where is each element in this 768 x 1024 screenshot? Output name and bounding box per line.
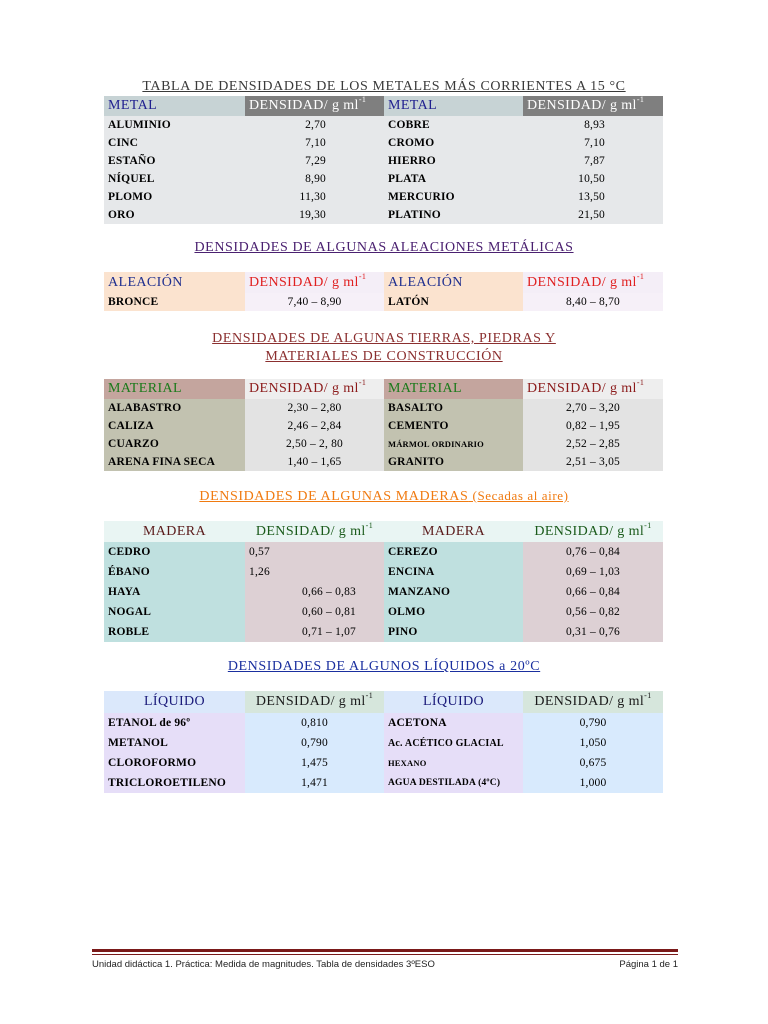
metals-density-table: [104, 96, 663, 224]
metal-header-2: METAL: [384, 96, 523, 116]
table-row: ARENA FINA SECA 1,40 – 1,65 GRANITO 2,51 – 3,05: [104, 453, 663, 471]
table-row: CLOROFORMO 1,475 HEXANO 0,675: [104, 753, 663, 773]
table-row: ALUMINIO 2,70 COBRE 8,93: [104, 116, 663, 134]
footer-divider: [92, 949, 678, 952]
footer-text: Unidad didáctica 1. Práctica: Medida de magnitudes. Tabla de densidades 3ºESO: [92, 959, 435, 970]
table-row: NOGAL 0,60 – 0,81 OLMO 0,56 – 0,82: [104, 602, 663, 622]
table-row: HAYA 0,66 – 0,83 MANZANO 0,66 – 0,84: [104, 582, 663, 602]
table-row: CINC 7,10 CROMO 7,10: [104, 134, 663, 152]
density-header-2: DENSIDAD/ g $ml^{-1}$: [523, 691, 663, 713]
table-row: ETANOL de 96º 0,810 ACETONA 0,790: [104, 713, 663, 733]
page-number: Página 1 de 1: [619, 959, 678, 970]
alloys-table-title: DENSIDADES DE ALGUNAS ALEACIONES METÁLICAS: [194, 240, 574, 255]
table-row: NÍQUEL 8,90 PLATA 10,50: [104, 170, 663, 188]
table-row: METANOL 0,790 Ac. ACÉTICO GLACIAL 1,050: [104, 733, 663, 753]
table-row: PLOMO 11,30 MERCURIO 13,50: [104, 188, 663, 206]
alloy-header-1: ALEACIÓN: [104, 272, 245, 293]
wood-header-1: MADERA: [104, 521, 245, 542]
table-row: TRICLOROETILENO 1,471 AGUA DESTILADA (4ºC) 1,000: [104, 773, 663, 793]
wood-header-2: MADERA: [384, 521, 523, 542]
density-header-1: DENSIDAD/ g $ml^{-1}$: [245, 379, 384, 399]
table-row: ALABASTRO 2,30 – 2,80 BASALTO 2,70 – 3,20: [104, 399, 663, 417]
table-row: CUARZO 2,50 – 2, 80 MÁRMOL ORDINARIO 2,52 – 2,85: [104, 435, 663, 453]
material-header-2: MATERIAL: [384, 379, 523, 399]
density-header-1: DENSIDAD/ g $ml^{-1}$: [245, 521, 384, 542]
liquids-density-table: [104, 691, 663, 793]
table-row: CALIZA 2,46 – 2,84 CEMENTO 0,82 – 1,95: [104, 417, 663, 435]
stones-title-line-1: DENSIDADES DE ALGUNAS TIERRAS, PIEDRAS Y: [212, 331, 556, 346]
woods-density-table: [104, 521, 663, 642]
density-header-2: DENSIDAD/ g $ml^{-1}$: [523, 272, 663, 293]
stones-table-title: [104, 330, 664, 366]
density-header-2: DENSIDAD/ g $ml^{-1}$: [523, 96, 663, 116]
density-header-2: DENSIDAD/ g $ml^{-1}$: [523, 379, 663, 399]
table-row: ÉBANO 1,26 ENCINA 0,69 – 1,03: [104, 562, 663, 582]
metal-header-1: METAL: [104, 96, 245, 116]
density-header-1: DENSIDAD/ g $ml^{-1}$: [245, 96, 384, 116]
density-header-1: DENSIDAD/ g $ml^{-1}$: [245, 272, 384, 293]
woods-table-title: DENSIDADES DE ALGUNAS MADERAS (Secadas al aire): [199, 488, 569, 504]
table-row: CEDRO 0,57 CEREZO 0,76 – 0,84: [104, 542, 663, 562]
density-header-2: DENSIDAD/ g $ml^{-1}$: [523, 521, 663, 542]
metals-table-title: TABLA DE DENSIDADES DE LOS METALES MÁS CORRIENTES A 15 °C: [142, 79, 626, 94]
table-row: ROBLE 0,71 – 1,07 PINO 0,31 – 0,76: [104, 622, 663, 642]
table-row: BRONCE 7,40 – 8,90 LATÓN 8,40 – 8,70: [104, 293, 663, 311]
stones-density-table: [104, 379, 663, 471]
material-header-1: MATERIAL: [104, 379, 245, 399]
liquid-header-2: LÍQUIDO: [384, 691, 523, 713]
table-row: ESTAÑO 7,29 HIERRO 7,87: [104, 152, 663, 170]
alloy-header-2: ALEACIÓN: [384, 272, 523, 293]
density-header-1: DENSIDAD/ g $ml^{-1}$: [245, 691, 384, 713]
liquids-table-title: DENSIDADES DE ALGUNOS LÍQUIDOS a 20ºC: [227, 659, 541, 674]
footer-divider-thin: [92, 954, 678, 955]
stones-title-line-2: MATERIALES DE CONSTRUCCIÓN: [265, 349, 503, 364]
alloys-density-table: [104, 272, 663, 311]
table-row: ORO 19,30 PLATINO 21,50: [104, 206, 663, 224]
liquid-header-1: LÍQUIDO: [104, 691, 245, 713]
